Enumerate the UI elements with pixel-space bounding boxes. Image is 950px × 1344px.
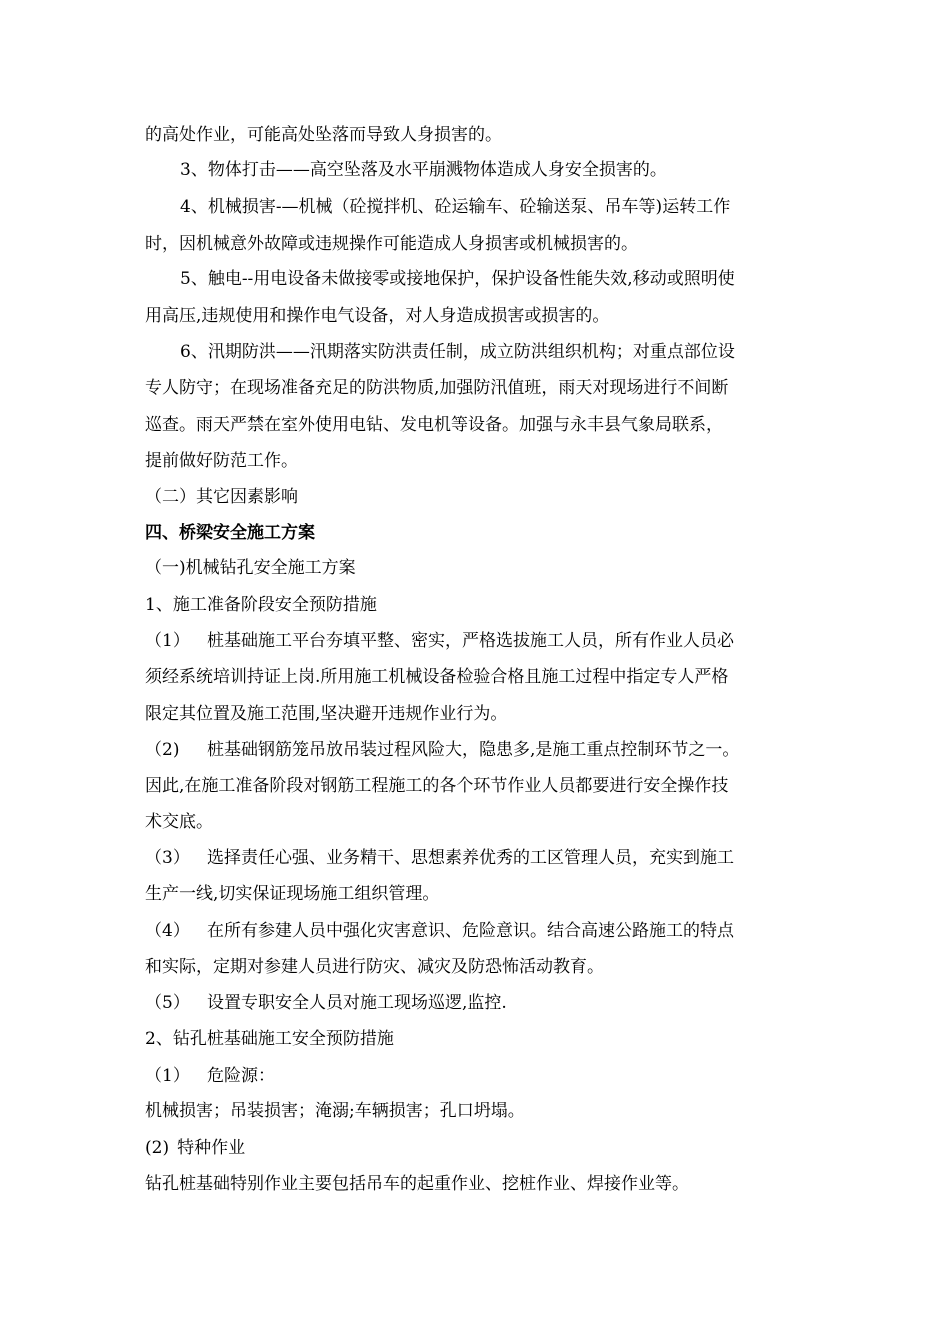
list-marker: （1）: [145, 1066, 190, 1086]
list-marker: （5）: [145, 993, 190, 1013]
list-text: 选择责任心强、业务精干、思想素养优秀的工区管理人员，充实到施工: [207, 848, 734, 868]
text-line: 钻孔桩基础特别作业主要包括吊车的起重作业、挖桩作业、焊接作业等。: [145, 1174, 689, 1194]
text-line: 4、机械损害-—机械（砼搅拌机、砼运输车、砼输送泵、吊车等)运转工作: [180, 197, 731, 217]
text-line: 巡查。雨天严禁在室外使用电钻、发电机等设备。加强与永丰县气象局联系，: [145, 415, 723, 435]
list-text: 在所有参建人员中强化灾害意识、危险意识。结合高速公路施工的特点: [207, 921, 734, 941]
list-item: [145, 630, 734, 652]
text-line: 须经系统培训持证上岗.所用施工机械设备检验合格且施工过程中指定专人严格: [145, 667, 729, 687]
text-line: 专人防守；在现场准备充足的防洪物质,加强防汛值班，雨天对现场进行不间断: [145, 378, 729, 398]
list-item: [145, 847, 734, 869]
section-heading: 四、桥梁安全施工方案: [145, 523, 315, 543]
sub-heading: （二）其它因素影响: [145, 487, 298, 507]
text-line: 3、物体打击——高空坠落及水平崩溅物体造成人身安全损害的。: [180, 160, 667, 180]
list-text: 设置专职安全人员对施工现场巡逻,监控.: [207, 993, 507, 1013]
text-line: 机械损害；吊装损害；淹溺;车辆损害；孔口坍塌。: [145, 1101, 525, 1121]
list-item: [145, 1065, 275, 1087]
list-text: 特种作业: [177, 1138, 246, 1158]
list-text: 危险源：: [207, 1066, 275, 1086]
sub-heading: 1、施工准备阶段安全预防措施: [145, 595, 377, 615]
list-marker: (2): [145, 1138, 170, 1158]
list-item: [145, 1137, 245, 1159]
text-line: 和实际，定期对参建人员进行防灾、减灾及防恐怖活动教育。: [145, 957, 604, 977]
text-line: 生产一线,切实保证现场施工组织管理。: [145, 884, 440, 904]
list-item: [145, 739, 739, 761]
text-line: 术交底。: [145, 812, 213, 832]
sub-heading: 2、钻孔桩基础施工安全预防措施: [145, 1029, 394, 1049]
list-item: [145, 920, 734, 942]
list-marker: （2): [145, 740, 180, 760]
list-text: 桩基础钢筋笼吊放吊装过程风险大，隐患多,是施工重点控制环节之一。: [207, 740, 740, 760]
list-marker: （1）: [145, 631, 190, 651]
text-line: 的高处作业，可能高处坠落而导致人身损害的。: [145, 125, 502, 145]
list-marker: （3）: [145, 848, 190, 868]
list-item: [145, 992, 507, 1014]
text-line: 因此,在施工准备阶段对钢筋工程施工的各个环节作业人员都要进行安全操作技: [145, 776, 729, 796]
list-text: 桩基础施工平台夯填平整、密实，严格选拔施工人员，所有作业人员必: [207, 631, 734, 651]
sub-heading: （一)机械钻孔安全施工方案: [145, 558, 356, 578]
text-line: 限定其位置及施工范围,坚决避开违规作业行为。: [145, 704, 508, 724]
list-marker: （4）: [145, 921, 190, 941]
text-line: 6、汛期防洪——汛期落实防洪责任制，成立防洪组织机构；对重点部位设: [180, 342, 735, 362]
text-line: 用高压,违规使用和操作电气设备，对人身造成损害或损害的。: [145, 306, 610, 326]
text-line: 提前做好防范工作。: [145, 451, 298, 471]
text-line: 5、触电--用电设备未做接零或接地保护，保护设备性能失效,移动或照明使: [180, 269, 735, 289]
text-line: 时，因机械意外故障或违规操作可能造成人身损害或机械损害的。: [145, 234, 638, 254]
